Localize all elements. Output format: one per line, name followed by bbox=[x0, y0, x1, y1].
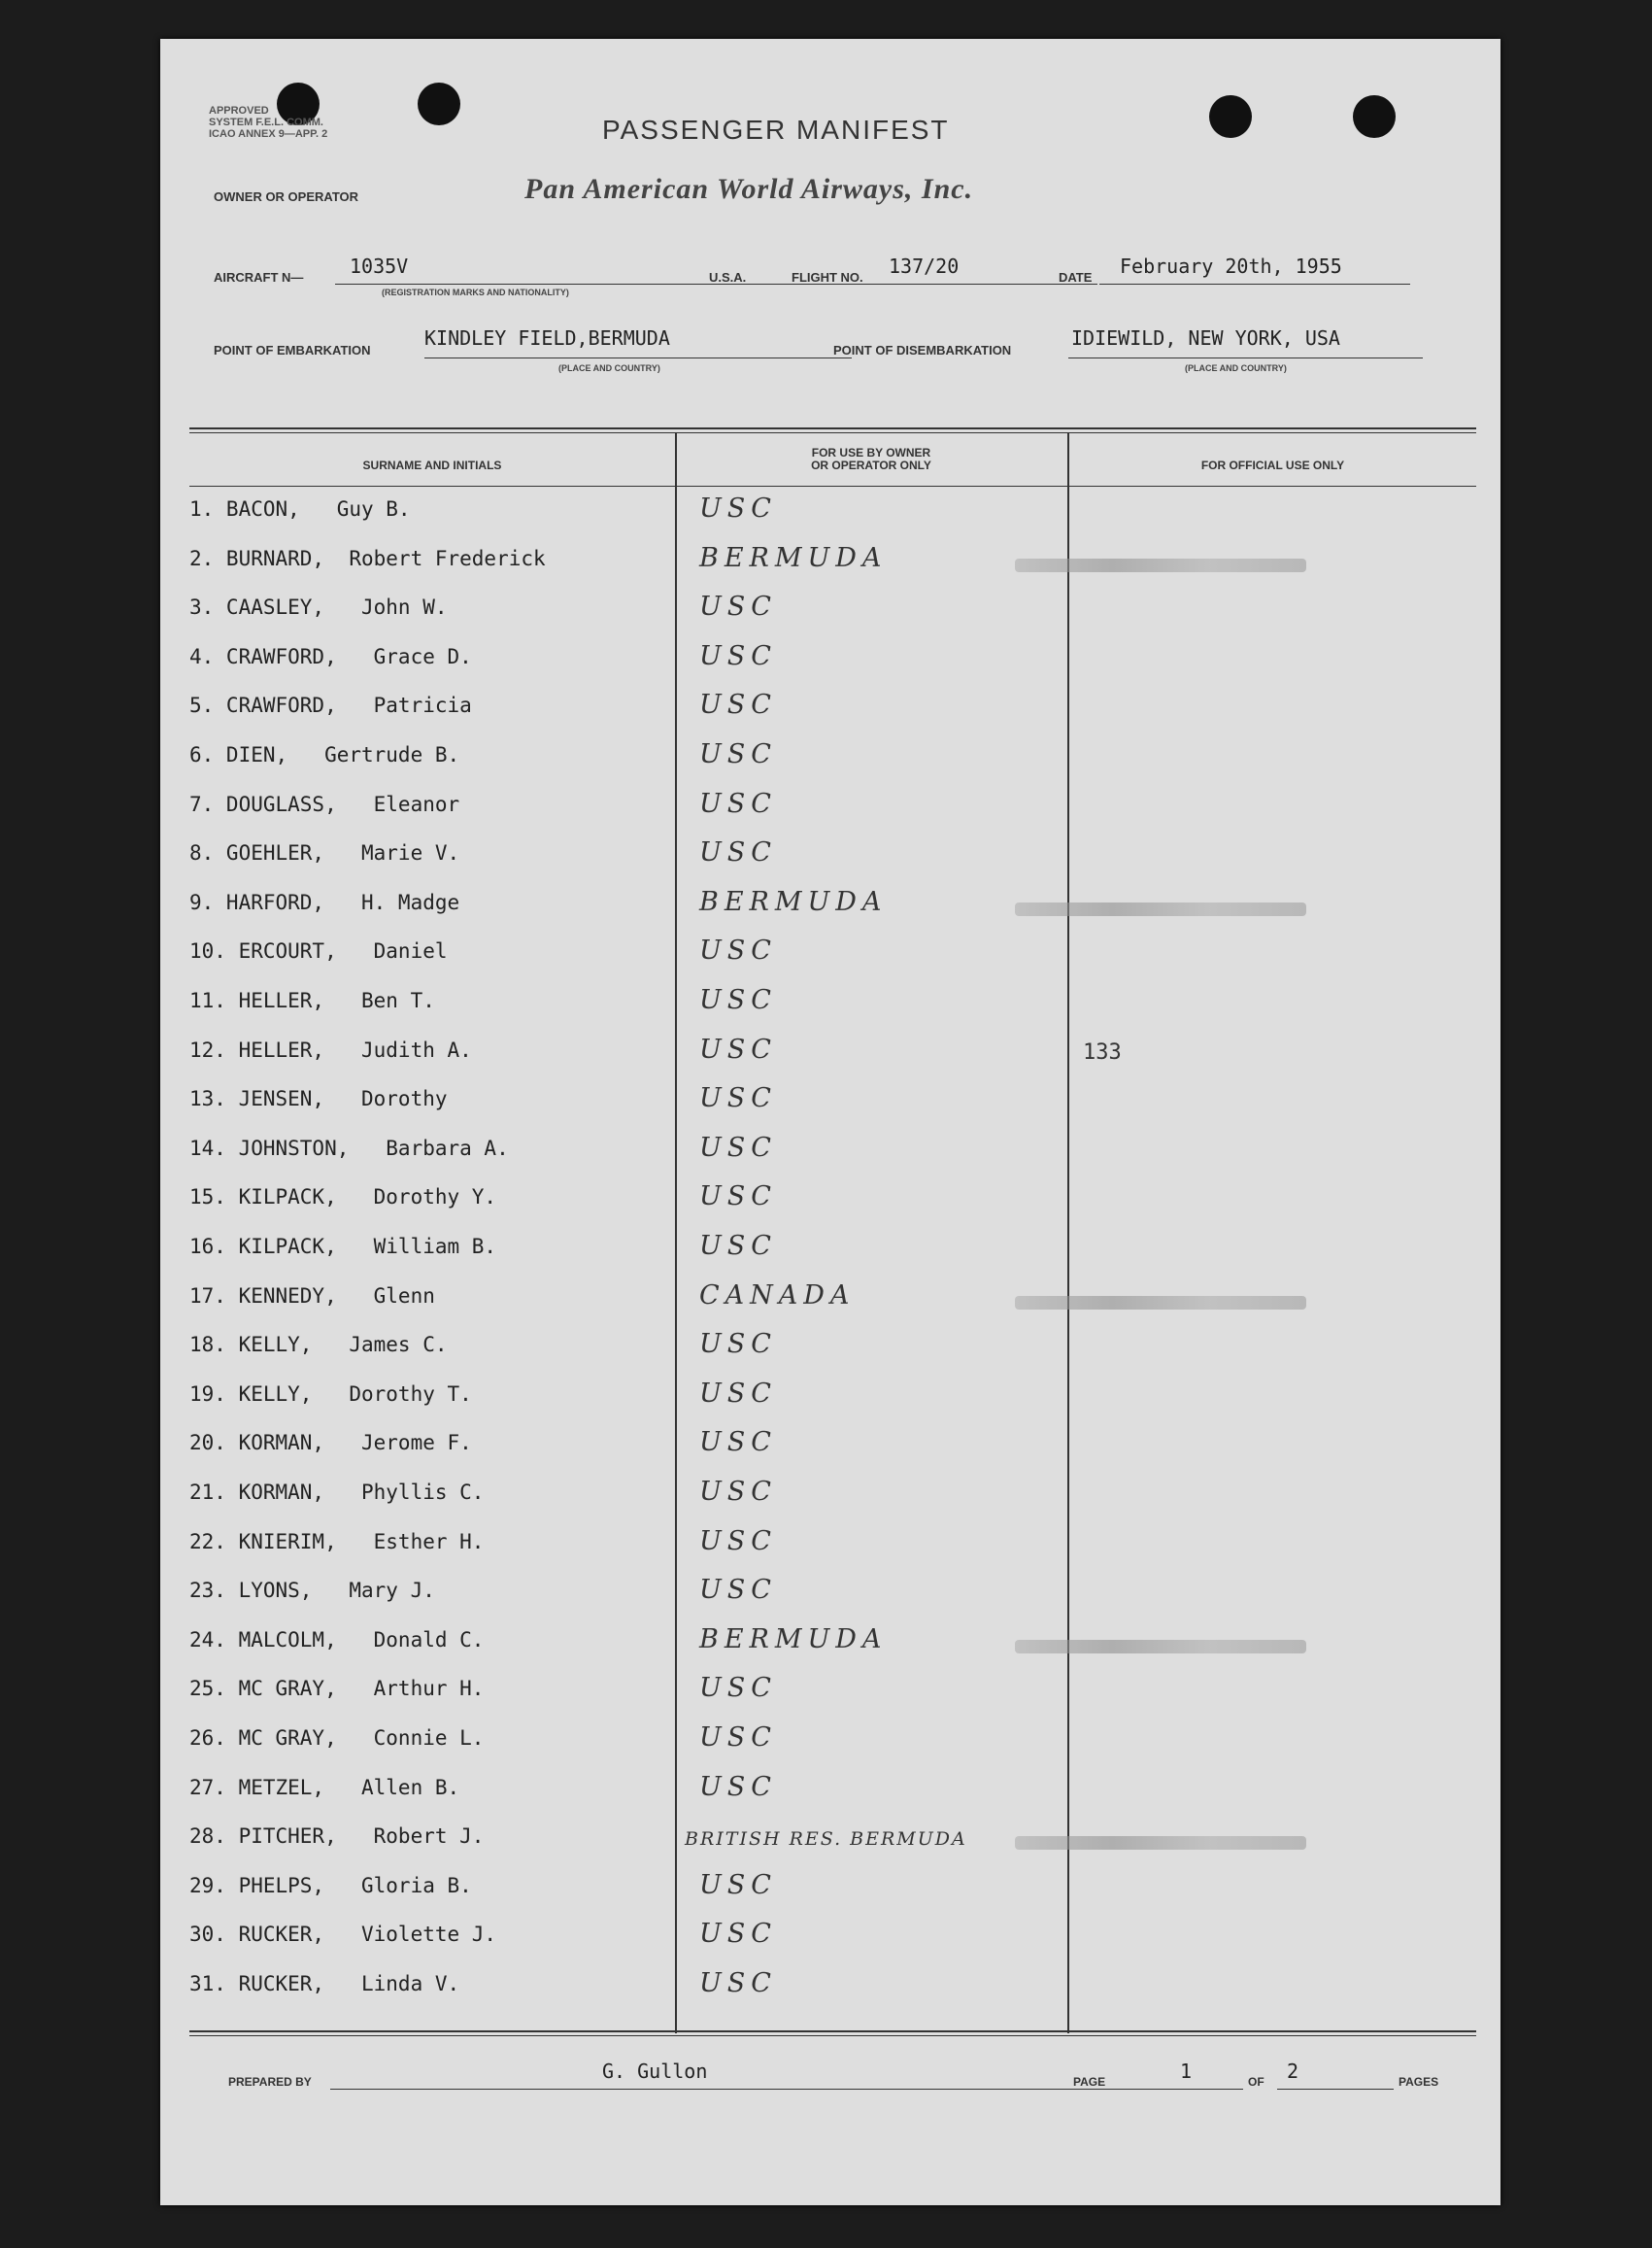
operator-entry: USC bbox=[699, 837, 777, 869]
table-row bbox=[189, 787, 1476, 836]
page-value: 1 bbox=[1180, 2060, 1193, 2083]
table-row bbox=[189, 1720, 1476, 1770]
operator-entry: USC bbox=[699, 1378, 777, 1409]
operator-entry: USC bbox=[699, 1673, 777, 1704]
official-use-smudge bbox=[1015, 559, 1306, 572]
passenger-name: 11. HELLER, Ben T. bbox=[189, 989, 435, 1012]
operator-entry: USC bbox=[699, 1132, 777, 1163]
operator-entry: USC bbox=[699, 1034, 777, 1065]
operator-entry: USC bbox=[699, 985, 777, 1015]
passenger-name: 12. HELLER, Judith A. bbox=[189, 1038, 472, 1062]
operator-entry: CANADA bbox=[699, 1279, 856, 1311]
table-row bbox=[189, 1573, 1476, 1622]
passenger-name: 25. MC GRAY, Arthur H. bbox=[189, 1677, 485, 1701]
punch-hole bbox=[1353, 95, 1396, 138]
aircraft-value: 1035V bbox=[350, 255, 409, 278]
operator-entry: USC bbox=[699, 1722, 777, 1753]
table-row bbox=[189, 1819, 1476, 1868]
table-row bbox=[189, 1377, 1476, 1426]
prepared-value: G. Gullon bbox=[602, 2060, 708, 2083]
passenger-name: 14. JOHNSTON, Barbara A. bbox=[189, 1136, 509, 1160]
official-use-smudge bbox=[1015, 1296, 1306, 1310]
table-bottom-rule-2 bbox=[189, 2035, 1476, 2036]
passenger-name: 16. KILPACK, William B. bbox=[189, 1235, 497, 1258]
operator-entry: USC bbox=[699, 1575, 777, 1606]
passenger-name: 21. KORMAN, Phyllis C. bbox=[189, 1481, 485, 1504]
passenger-name: 20. KORMAN, Jerome F. bbox=[189, 1431, 472, 1455]
operator-entry: USC bbox=[699, 1231, 777, 1261]
disembarkation-label: POINT OF DISEMBARKATION bbox=[833, 343, 1012, 358]
passenger-name: 6. DIEN, Gertrude B. bbox=[189, 743, 460, 766]
passenger-name: 9. HARFORD, H. Madge bbox=[189, 890, 460, 914]
operator-entry: USC bbox=[699, 739, 777, 769]
passenger-name: 24. MALCOLM, Donald C. bbox=[189, 1627, 485, 1652]
table-row bbox=[189, 1671, 1476, 1720]
table-row bbox=[189, 1425, 1476, 1475]
passenger-name: 4. CRAWFORD, Grace D. bbox=[189, 644, 472, 668]
passenger-name: 5. CRAWFORD, Patricia bbox=[189, 694, 472, 718]
table-top-rule-2 bbox=[189, 432, 1476, 433]
passenger-name: 18. KELLY, James C. bbox=[189, 1333, 448, 1357]
table-row bbox=[189, 1033, 1476, 1082]
official-use-smudge bbox=[1015, 1836, 1306, 1850]
operator-entry: USC bbox=[699, 1771, 777, 1802]
operator-entry: USC bbox=[699, 1427, 777, 1458]
table-row bbox=[189, 1278, 1476, 1328]
approval-stamp: APPROVED SYSTEM F.E.L. COMM. ICAO ANNEX 9—APP. 2 bbox=[209, 105, 328, 140]
operator-name: Pan American World Airways, Inc. bbox=[524, 173, 974, 205]
col-official-use: FOR OFFICIAL USE ONLY bbox=[1200, 459, 1345, 472]
official-use-smudge bbox=[1015, 1640, 1306, 1653]
col-owner-use: FOR USE BY OWNER OR OPERATOR ONLY bbox=[811, 446, 931, 472]
embarkation-sublabel: (PLACE AND COUNTRY) bbox=[558, 363, 660, 373]
owner-label: OWNER OR OPERATOR bbox=[214, 189, 359, 204]
passenger-name: 27. METZEL, Allen B. bbox=[189, 1775, 460, 1799]
passenger-name: 15. KILPACK, Dorothy Y. bbox=[189, 1185, 497, 1209]
operator-entry: BERMUDA bbox=[699, 886, 888, 917]
page-label: PAGE bbox=[1073, 2075, 1106, 2089]
operator-entry: USC bbox=[699, 592, 777, 623]
operator-entry: BERMUDA bbox=[699, 542, 888, 573]
table-row bbox=[189, 1622, 1476, 1672]
official-use-entry: 133 bbox=[1083, 1039, 1122, 1065]
passenger-name: 30. RUCKER, Violette J. bbox=[189, 1923, 497, 1947]
operator-entry: USC bbox=[699, 1869, 777, 1900]
table-row bbox=[189, 688, 1476, 737]
operator-entry: USC bbox=[699, 1968, 777, 1998]
operator-entry: USC bbox=[699, 788, 777, 819]
passenger-name: 17. KENNEDY, Glenn bbox=[189, 1283, 435, 1308]
table-row bbox=[189, 1131, 1476, 1180]
operator-entry: USC bbox=[699, 640, 777, 671]
table-row bbox=[189, 492, 1476, 541]
table-row bbox=[189, 1917, 1476, 1966]
table-top-rule bbox=[189, 427, 1476, 429]
table-row bbox=[189, 1770, 1476, 1820]
operator-entry: USC bbox=[699, 936, 777, 967]
operator-entry: USC bbox=[699, 1083, 777, 1114]
passenger-name: 23. LYONS, Mary J. bbox=[189, 1579, 435, 1603]
operator-entry: USC bbox=[699, 1919, 777, 1950]
table-row bbox=[189, 639, 1476, 689]
embarkation-value: KINDLEY FIELD,BERMUDA bbox=[424, 326, 670, 350]
passenger-name: 22. KNIERIM, Esther H. bbox=[189, 1529, 485, 1553]
passenger-name: 3. CAASLEY, John W. bbox=[189, 596, 448, 620]
operator-entry: USC bbox=[699, 494, 777, 524]
table-row bbox=[189, 835, 1476, 885]
flight-value: 137/20 bbox=[889, 255, 960, 278]
operator-entry: USC bbox=[699, 1181, 777, 1212]
official-use-smudge bbox=[1015, 903, 1306, 916]
table-bottom-rule bbox=[189, 2030, 1476, 2032]
date-label: DATE bbox=[1059, 270, 1093, 285]
usa-label: U.S.A. bbox=[709, 270, 747, 285]
aircraft-sublabel: (REGISTRATION MARKS AND NATIONALITY) bbox=[382, 288, 569, 297]
table-row bbox=[189, 1179, 1476, 1229]
passenger-name: 19. KELLY, Dorothy T. bbox=[189, 1381, 472, 1406]
table-row bbox=[189, 1327, 1476, 1377]
prepared-label: PREPARED BY bbox=[228, 2075, 312, 2089]
passenger-name: 28. PITCHER, Robert J. bbox=[189, 1824, 485, 1849]
table-row bbox=[189, 590, 1476, 639]
passenger-name: 31. RUCKER, Linda V. bbox=[189, 1972, 460, 1995]
passenger-name: 8. GOEHLER, Marie V. bbox=[189, 841, 460, 866]
manifest-page bbox=[160, 39, 1500, 2205]
table-row bbox=[189, 1966, 1476, 2016]
punch-hole bbox=[1209, 95, 1252, 138]
table-row bbox=[189, 1524, 1476, 1574]
flight-label: FLIGHT NO. bbox=[792, 270, 863, 285]
passenger-name: 26. MC GRAY, Connie L. bbox=[189, 1726, 485, 1750]
table-row bbox=[189, 934, 1476, 983]
table-row bbox=[189, 1475, 1476, 1524]
table-row bbox=[189, 541, 1476, 591]
header-bottom-rule bbox=[189, 486, 1476, 487]
col-surname: SURNAME AND INITIALS bbox=[362, 459, 502, 472]
table-row bbox=[189, 1229, 1476, 1278]
passenger-name: 7. DOUGLASS, Eleanor bbox=[189, 792, 460, 816]
disembarkation-sublabel: (PLACE AND COUNTRY) bbox=[1185, 363, 1287, 373]
page-title: PASSENGER MANIFEST bbox=[602, 115, 950, 145]
passenger-name: 1. BACON, Guy B. bbox=[189, 497, 411, 521]
table-row bbox=[189, 737, 1476, 787]
passenger-name: 29. PHELPS, Gloria B. bbox=[189, 1873, 472, 1897]
embarkation-label: POINT OF EMBARKATION bbox=[214, 343, 371, 358]
operator-entry: USC bbox=[699, 1329, 777, 1360]
operator-entry: USC bbox=[699, 1477, 777, 1507]
table-row bbox=[189, 1868, 1476, 1918]
operator-entry: USC bbox=[699, 690, 777, 721]
operator-entry: BERMUDA bbox=[699, 1623, 888, 1654]
of-value: 2 bbox=[1287, 2060, 1299, 2083]
operator-entry: USC bbox=[699, 1525, 777, 1556]
table-row bbox=[189, 1081, 1476, 1131]
passenger-name: 2. BURNARD, Robert Frederick bbox=[189, 546, 546, 570]
aircraft-label: AIRCRAFT N— bbox=[214, 270, 304, 285]
table-row bbox=[189, 983, 1476, 1033]
passenger-name: 10. ERCOURT, Daniel bbox=[189, 939, 448, 964]
disembarkation-value: IDIEWILD, NEW YORK, USA bbox=[1071, 326, 1340, 350]
operator-entry: BRITISH RES. BERMUDA bbox=[685, 1828, 967, 1851]
pages-label: PAGES bbox=[1399, 2075, 1439, 2089]
of-label: OF bbox=[1248, 2075, 1264, 2089]
passenger-name: 13. JENSEN, Dorothy bbox=[189, 1087, 448, 1111]
date-value: February 20th, 1955 bbox=[1120, 255, 1342, 278]
table-row bbox=[189, 885, 1476, 935]
punch-hole bbox=[418, 83, 460, 125]
